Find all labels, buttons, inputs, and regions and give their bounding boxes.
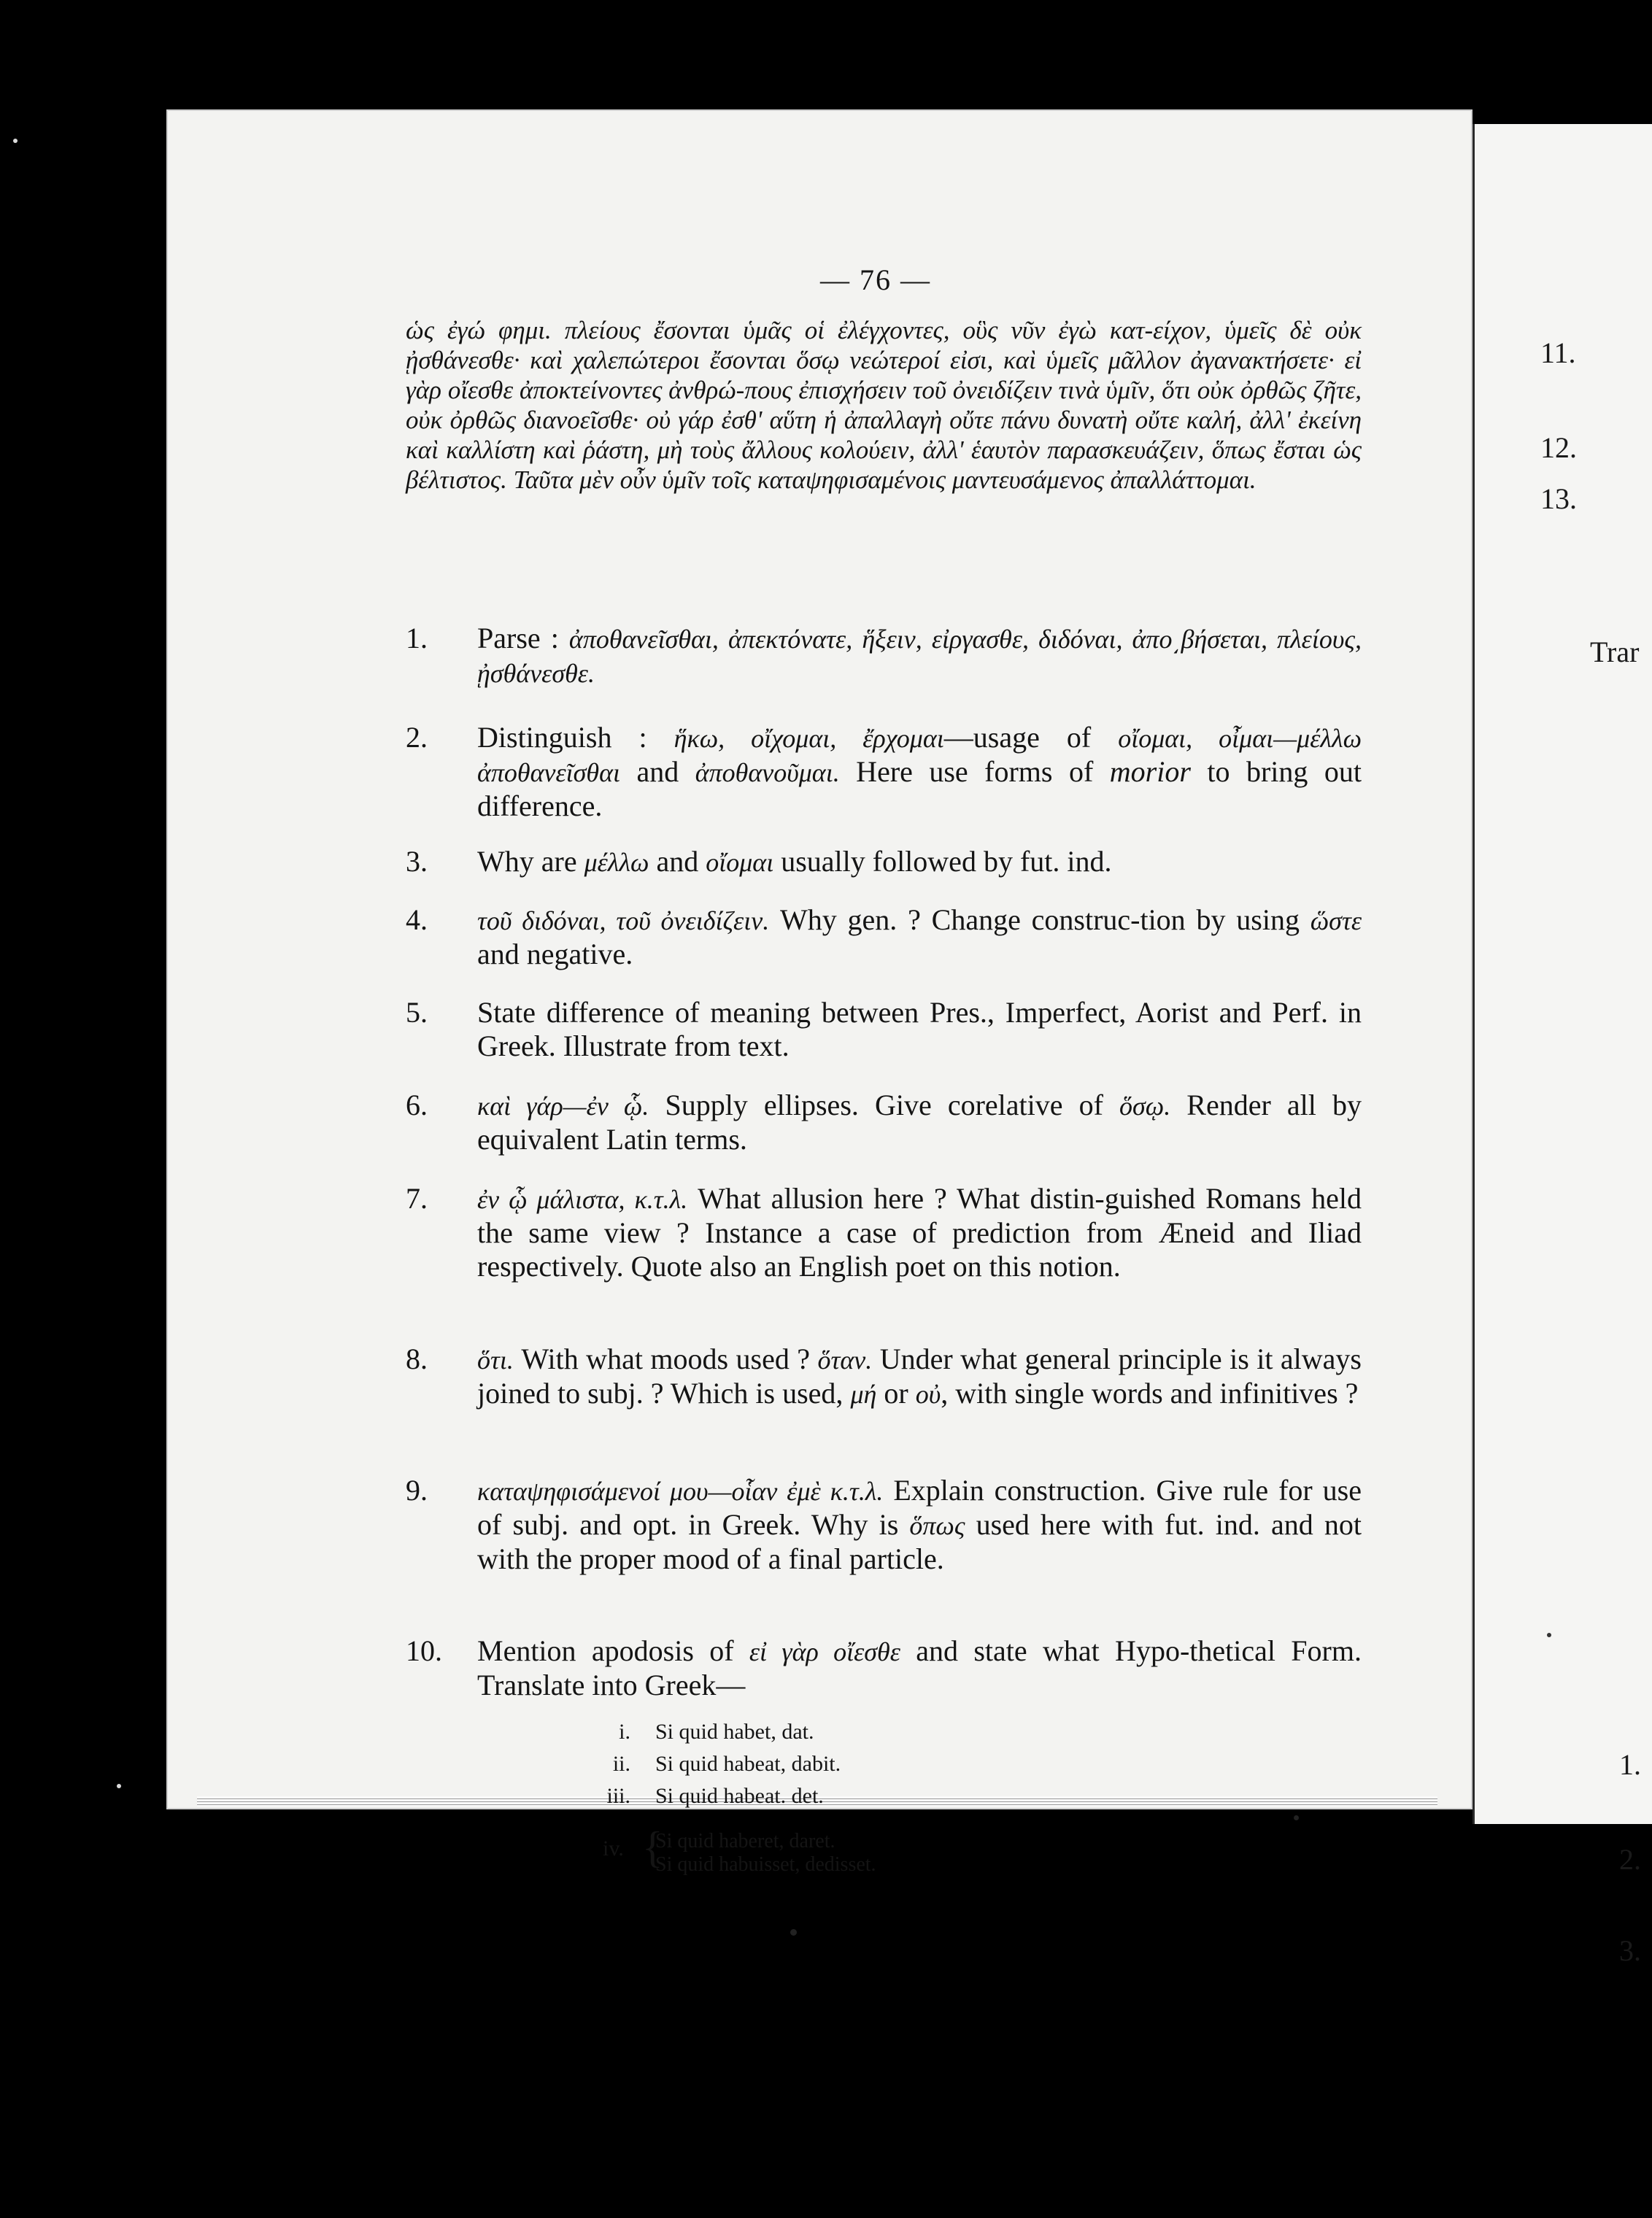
question-number: 9. [406, 1474, 428, 1507]
greek-term: εἰ γὰρ οἴεσθε [749, 1637, 900, 1666]
question-number: 3. [406, 845, 428, 878]
exercise-text: Si quid habeat. det. [655, 1784, 824, 1808]
question-text [477, 1182, 1362, 1283]
greek-term: ὅπως [909, 1511, 965, 1540]
greek-term: οἴομαι [706, 848, 774, 877]
book-page-right [1472, 124, 1652, 1967]
question-phrase: Parse : [477, 622, 569, 654]
latin-term: morior [1109, 755, 1191, 788]
ink-dot [1294, 1815, 1299, 1820]
question-phrase: , with single words and infinitives ? [941, 1377, 1359, 1410]
greek-term: ἐν ᾧ μάλιστα, κ.τ.λ. [477, 1185, 688, 1214]
question-text [477, 622, 1362, 690]
question-number: 4. [406, 903, 428, 936]
question-phrase: and negative. [477, 938, 633, 970]
question-number: 6. [406, 1089, 428, 1121]
question-text [477, 845, 1362, 879]
question-item [406, 1342, 1362, 1411]
greek-term: ἀποθανοῦμαι. [695, 758, 840, 787]
question-number: 8. [406, 1342, 428, 1375]
greek-term: ὅταν. [817, 1345, 873, 1375]
scan-speck [1547, 1633, 1551, 1637]
ink-dot [790, 1929, 797, 1936]
question-item [406, 1474, 1362, 1576]
question-number: 2. [406, 721, 428, 754]
question-item [406, 903, 1362, 971]
question-phrase: Mention apodosis of [477, 1634, 749, 1667]
greek-passage: ὡς ἐγώ φημι. πλείους ἔσονται ὑμᾶς οἱ ἐλέγχοντες, οὓς νῦν ἐγὼ κατ-είχον, ὑμεῖς δὲ οὐκ ᾐσθάνεσθε· καὶ χαλεπώτεροι ἔσονται ὅσῳ νεώτεροί εἰσι, καὶ ὑμεῖς μᾶλλον ἀγανακτήσετε· εἰ γὰρ οἴεσθε ἀποκτείνοντες ἀνθρώ-πους ἐπισχήσειν τοῦ ὀνειδίζειν τινὰ ὑμῖν, ὅτι οὐκ ὀρθῶς ζῆτε, οὐκ ὀρθῶς διανοεῖσθε· οὐ γάρ ἐσθ' αὕτη ἡ ἀπαλλαγὴ οὔτε πάνυ δυνατὴ οὔτε καλή, ἀλλ' ἐκείνη καὶ καλλίστη καὶ ῥάστη, μὴ τοὺς ἄλλους κολούειν, ἀλλ' ἑαυτὸν παρασκευάζειν, ὅπως ἔσται ὡς βέλτιστος. Ταῦτα μὲν οὖν ὑμῖν τοῖς καταψηφισαμένοις μαντευσάμενος ἀπαλλάττομαι. [406, 316, 1362, 494]
question-item [406, 996, 1362, 1063]
greek-term: ἀποθανεῖσθαι, ἀπεκτόνατε, ἥξειν, εἰργασθε, διδόναι, ἀπο͵βήσεται, πλείους, ᾐσθάνεσθε. [477, 625, 1362, 688]
exercise-text-line1: Si quid haberet, daret. [655, 1830, 835, 1852]
question-text [477, 903, 1362, 971]
greek-term: οἴομαι, οἶμαι—μέλλω ἀποθανεῖσθαι [477, 724, 1362, 787]
question-text [477, 721, 1362, 823]
exercise-text-line2: Si quid habuisset, dedisset. [655, 1853, 876, 1876]
right-page-number-13: 13. [1540, 482, 1577, 515]
question-phrase: Why gen. ? Change construc-tion by using [769, 903, 1311, 936]
question-item [406, 1634, 1362, 1702]
greek-term: ἥκω, οἴχομαι, ἔρχομαι [673, 724, 944, 753]
question-phrase: Explain construction. Give rule for use of subj. and opt. in Greek. Why is [477, 1474, 1362, 1541]
question-phrase: and [649, 845, 706, 878]
greek-term: ὅτι. [477, 1345, 514, 1375]
question-phrase: What allusion here ? What distin-guished Romans held the same view ? Instance a case of prediction from Æneid and Iliad respectively. Quote also an English poet on this notion. [477, 1182, 1362, 1283]
question-phrase: to bring out difference. [477, 755, 1362, 822]
greek-term: μέλλω [584, 848, 649, 877]
question-number: 1. [406, 622, 428, 654]
greek-term: οὐ [915, 1380, 941, 1409]
question-phrase: —usage of [943, 721, 1119, 754]
exercise-text: Si quid habeat, dabit. [655, 1752, 841, 1776]
right-page-number-12: 12. [1540, 431, 1577, 464]
greek-term: ὥστε [1310, 906, 1362, 935]
right-page-number-3: 3. [1619, 1934, 1641, 1967]
question-text [477, 996, 1362, 1063]
right-page-number-2: 2. [1619, 1843, 1641, 1876]
scan-speck [13, 139, 18, 143]
question-item [406, 622, 1362, 690]
question-item [406, 1089, 1362, 1156]
exercise-number: iv. [603, 1836, 624, 1860]
exercise-number: ii. [612, 1752, 630, 1776]
question-number: 7. [406, 1182, 428, 1215]
right-page-number-11: 11. [1540, 336, 1576, 369]
question-item [406, 845, 1362, 879]
question-phrase: Distinguish : [477, 721, 674, 754]
exercise-text: Si quid habet, dat. [655, 1720, 814, 1744]
greek-term: καταψηφισάμενοί μου—οἷαν ἐμὲ κ.τ.λ. [477, 1477, 884, 1506]
question-phrase: usually followed by fut. ind. [773, 845, 1112, 878]
right-page-number-1: 1. [1619, 1748, 1641, 1781]
question-phrase: Under what general principle is it always joined to subj. ? Which is used, [477, 1342, 1362, 1410]
question-phrase: State difference of meaning between Pres., Imperfect, Aorist and Perf. in Greek. Illustrate from text. [477, 996, 1362, 1062]
question-text [477, 1634, 1362, 1702]
question-phrase: or [876, 1377, 916, 1410]
scan-speck [117, 1784, 121, 1788]
brace-icon: { [642, 1823, 663, 1871]
question-text [477, 1089, 1362, 1156]
question-phrase: With what moods used ? [513, 1342, 818, 1375]
greek-term: μή [850, 1380, 877, 1409]
question-text [477, 1474, 1362, 1576]
question-phrase: Supply ellipses. Give corelative of [649, 1089, 1120, 1121]
question-number: 10. [406, 1634, 442, 1667]
question-phrase: Here use forms of [839, 755, 1110, 788]
greek-term: καὶ γάρ—ἐν ᾧ. [477, 1091, 649, 1121]
greek-term: ὅσῳ. [1119, 1091, 1171, 1121]
question-text [477, 1342, 1362, 1411]
question-phrase: used here with fut. ind. and not with the proper mood of a final particle. [477, 1508, 1362, 1575]
question-phrase: Why are [477, 845, 584, 878]
question-number: 5. [406, 996, 428, 1029]
page-number: — 76 — [820, 263, 931, 296]
question-item [406, 721, 1362, 823]
greek-term: τοῦ διδόναι, τοῦ ὀνειδίζειν. [477, 906, 770, 935]
exercise-number: i. [619, 1720, 630, 1744]
right-page-fragment: Trar [1590, 635, 1640, 668]
question-item [406, 1182, 1362, 1283]
question-phrase: and [620, 755, 695, 788]
question-phrase: Render all by equivalent Latin terms. [477, 1089, 1362, 1156]
exercise-number: iii. [606, 1784, 630, 1808]
question-phrase: and state what Hypo-thetical Form. Translate into Greek— [477, 1634, 1362, 1701]
